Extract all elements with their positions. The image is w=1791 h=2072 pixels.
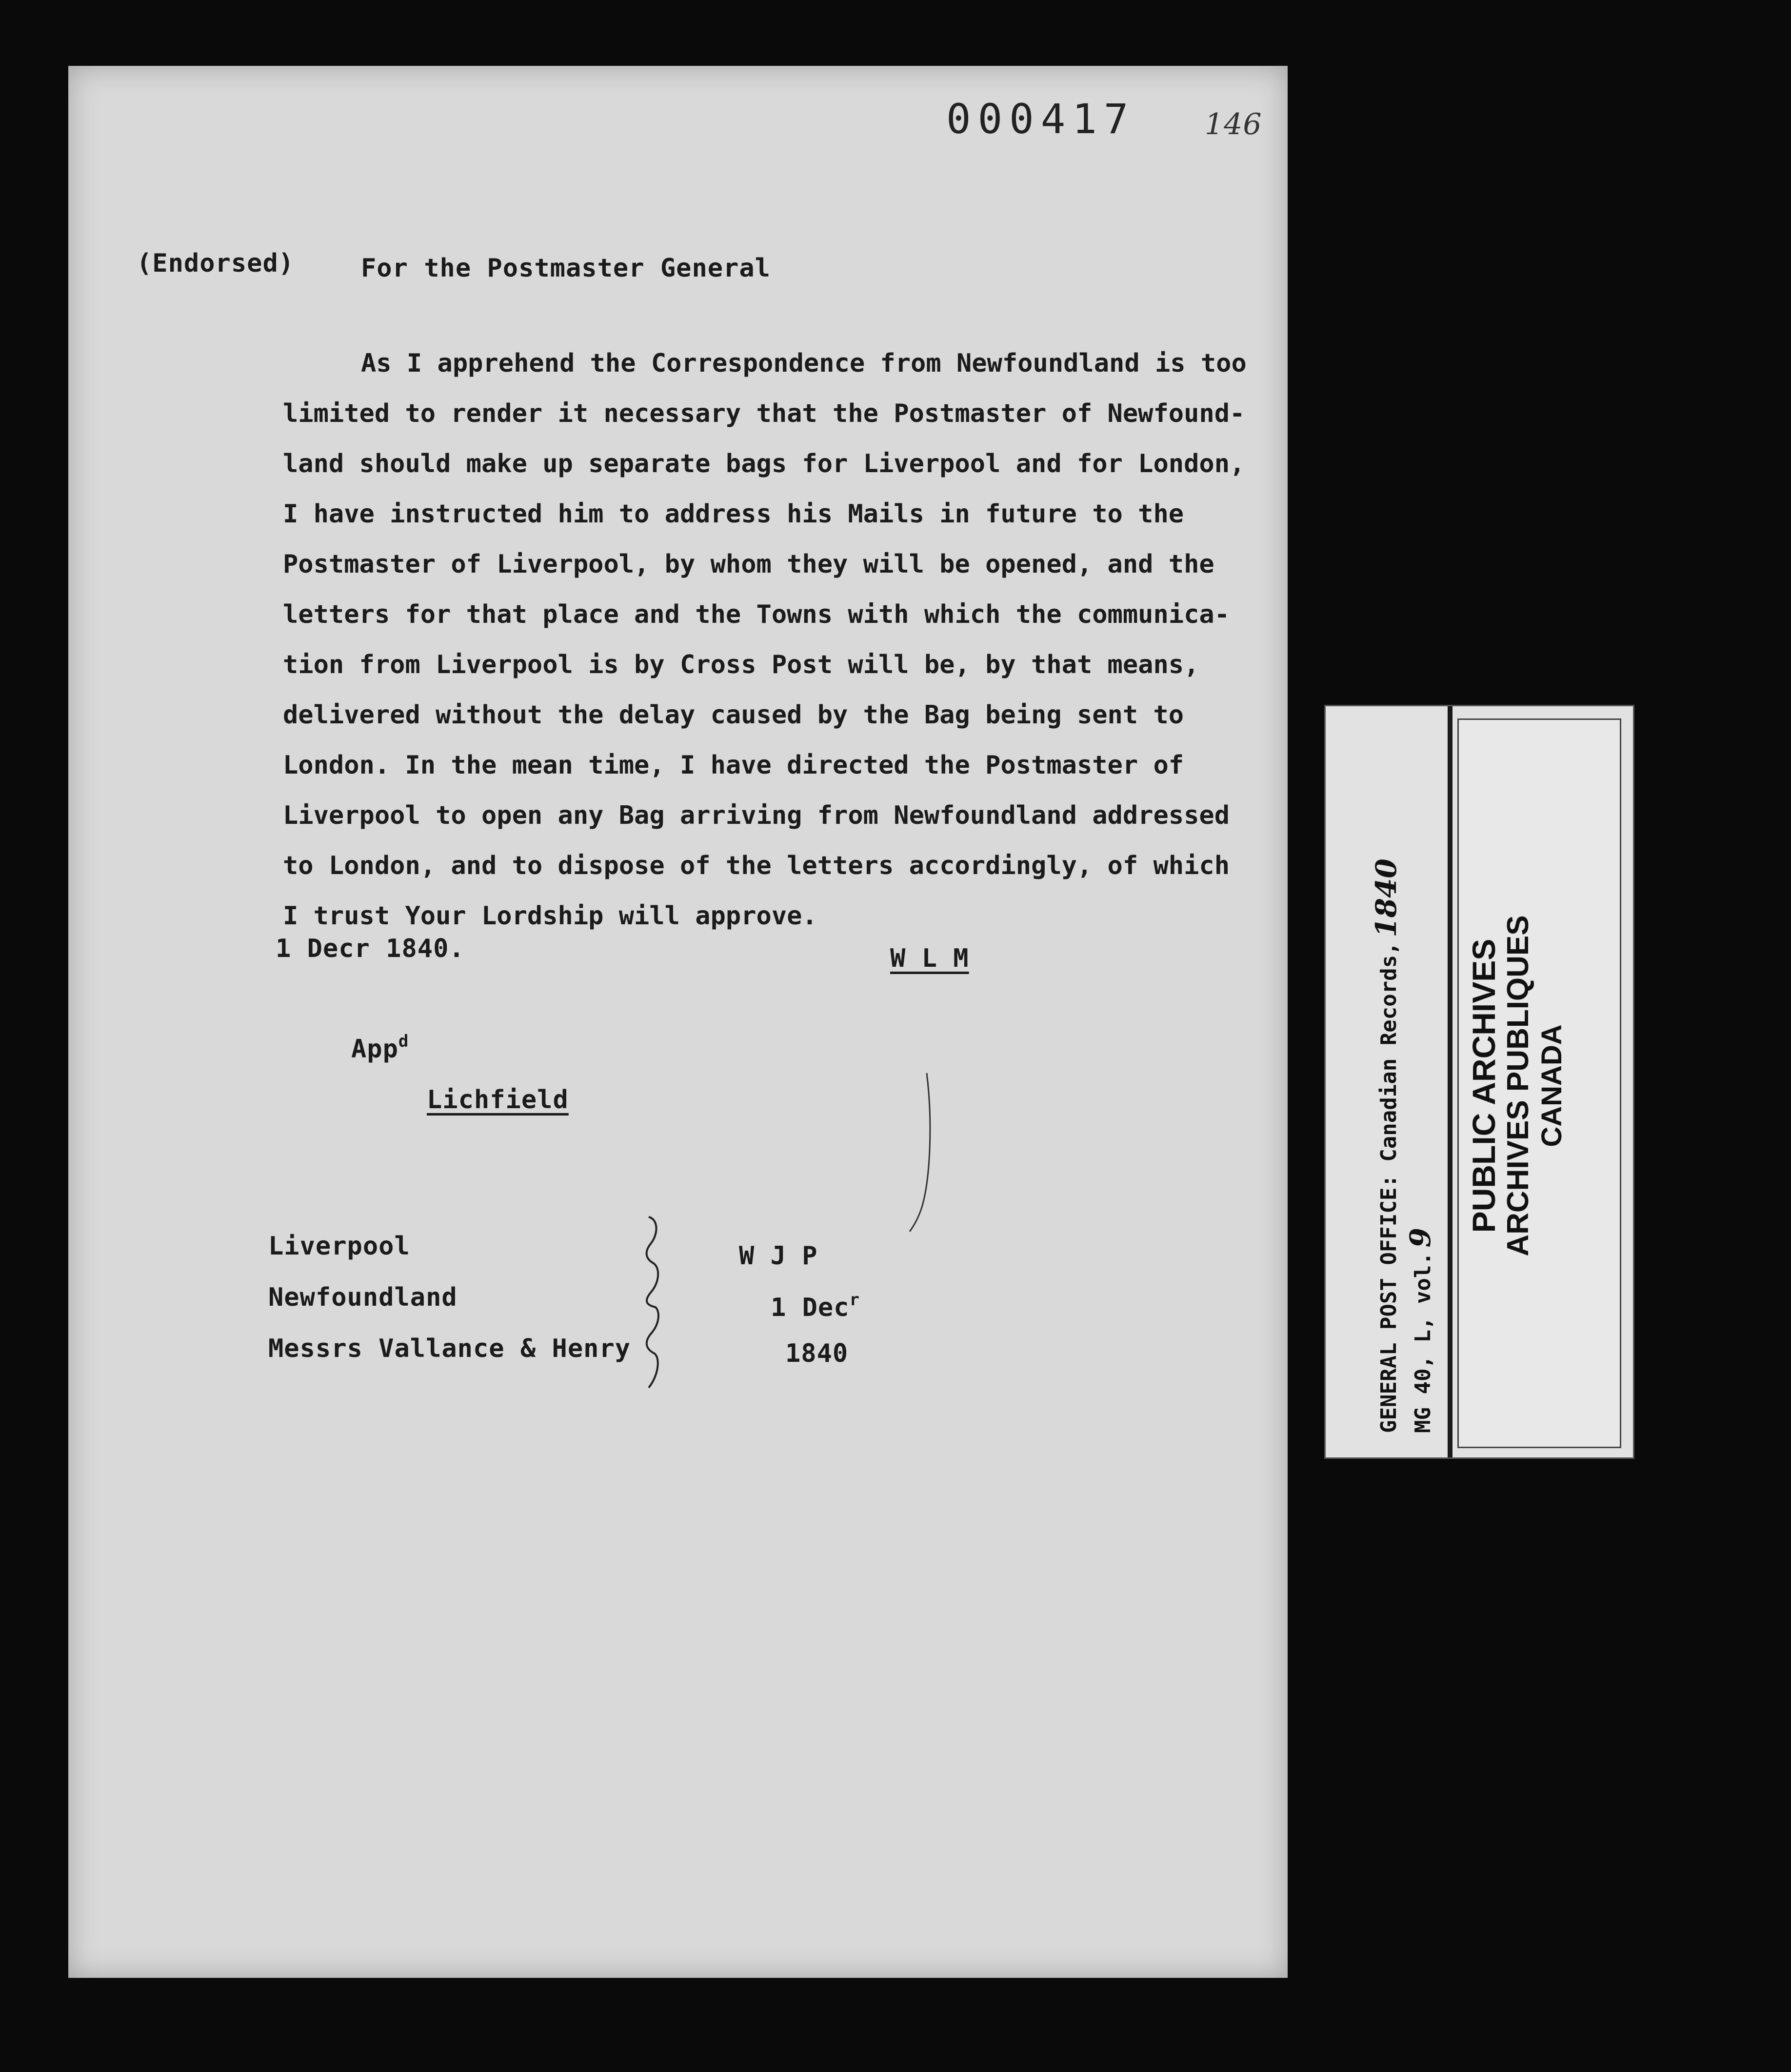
body-line: Liverpool to open any Bag arriving from Newfoundland addressed	[283, 801, 1230, 830]
label-divider	[1448, 706, 1453, 1457]
letter-date: 1 Decr 1840.	[276, 934, 465, 963]
body-line: letters for that place and the Towns with which the communica-	[283, 600, 1230, 629]
body-line: land should make up separate bags for Liverpool and for London,	[283, 449, 1245, 478]
folio-number: 146	[1205, 107, 1262, 141]
body-line: London. In the mean time, I have directed the Postmaster of	[283, 751, 1184, 780]
body-line: delivered without the delay caused by the Bag being sent to	[283, 700, 1184, 730]
body-line: Postmaster of Liverpool, by whom they will be opened, and the	[283, 550, 1214, 579]
docket-item: Liverpool	[268, 1232, 410, 1261]
docket-initials: W J P	[739, 1241, 818, 1271]
archive-reference	[1326, 706, 1448, 1457]
docket-year: 1840	[785, 1339, 849, 1368]
approved-label: App$^d$	[351, 1032, 409, 1064]
docket-date: 1 Dec$^r$	[771, 1290, 860, 1322]
pencil-mark	[907, 1071, 936, 1236]
approver-name: Lichfield	[427, 1085, 569, 1115]
body-line: to London, and to dispose of the letters accordingly, of which	[283, 851, 1230, 880]
stamp-number: 000417	[946, 95, 1135, 143]
stamp-line: PUBLIC ARCHIVES ARCHIVES PUBLIQUES CANADA	[1466, 915, 1568, 1256]
initials-signature: W L M	[890, 944, 969, 973]
body-line: As I apprehend the Correspondence from Newfoundland is too	[361, 349, 1247, 378]
body-line: I trust Your Lordship will approve.	[283, 901, 817, 931]
archive-reference-line1: GENERAL POST OFFICE: Canadian Records, 1840	[1370, 858, 1403, 1433]
brace-icon	[644, 1215, 663, 1390]
endorsed-label: (Endorsed)	[137, 249, 295, 278]
archive-label-card	[1324, 705, 1634, 1459]
body-line: I have instructed him to address his Mails in future to the	[283, 499, 1184, 529]
body-line: tion from Liverpool is by Cross Post will be, by that means,	[283, 650, 1199, 679]
docket-item: Newfoundland	[268, 1283, 458, 1312]
addressee: For the Postmaster General	[361, 254, 771, 283]
body-line: limited to render it necessary that the Postmaster of Newfound-	[283, 399, 1245, 428]
docket-item: Messrs Vallance & Henry	[268, 1334, 631, 1363]
archives-stamp	[1457, 718, 1621, 1448]
archive-reference-line2: MG 40, L, vol. 9	[1404, 1228, 1437, 1433]
document-page	[68, 66, 1288, 1978]
